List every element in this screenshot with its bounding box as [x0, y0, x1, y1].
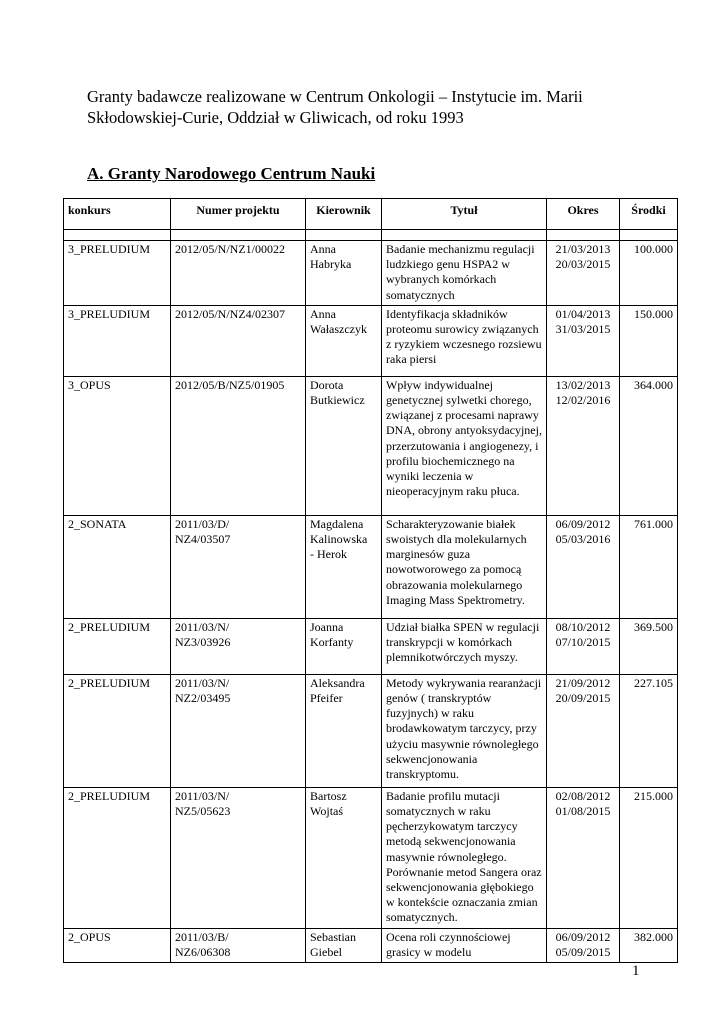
cell-kierownik: Sebastian Giebel [306, 928, 382, 962]
cell-tytul: Scharakteryzowanie białek swoistych dla molekularnych marginesów guza nowotworowego za pomocą obrazowania molekularnego Imaging Mass Spektrometry. [382, 515, 547, 618]
cell-srodki: 364.000 [620, 376, 678, 515]
okres-start: 21/09/2012 [555, 675, 611, 690]
cell-tytul: Badanie mechanizmu regulacji ludzkiego genu HSPA2 w wybranych komórkach somatycznych [382, 241, 547, 306]
table-row [64, 241, 678, 306]
okres-end: 20/09/2015 [555, 691, 611, 706]
cell-kierownik: Anna Habryka [306, 241, 382, 306]
okres-end: 12/02/2016 [555, 393, 611, 408]
cell-okres [547, 787, 620, 928]
okres-start: 06/09/2012 [555, 516, 611, 531]
table-row [64, 928, 678, 962]
okres-end: 20/03/2015 [555, 257, 611, 272]
header-tytul: Tytuł [382, 199, 547, 230]
table-row [64, 674, 678, 787]
cell-tytul: Ocena roli czynnościowej grasicy w modelu [382, 928, 547, 962]
cell-numer-projektu: 2011/03/N/ NZ2/03495 [171, 674, 306, 787]
cell-konkurs: 3_OPUS [64, 376, 171, 515]
cell-tytul: Wpływ indywidualnej genetycznej sylwetki chorego, związanej z procesami naprawy DNA, obrony antyoksydacyjnej, przerzutowania i angiogenezy, i profilu biochemicznego na wyniki leczenia w nieoperacyjnym raku płuca. [382, 376, 547, 515]
cell-konkurs: 3_PRELUDIUM [64, 241, 171, 306]
cell-numer-projektu: 2012/05/N/NZ1/00022 [171, 241, 306, 306]
table-header-row [64, 199, 678, 230]
cell-konkurs: 2_PRELUDIUM [64, 787, 171, 928]
okres-end: 01/08/2015 [555, 804, 611, 819]
okres-end: 31/03/2015 [555, 322, 611, 337]
cell-srodki: 382.000 [620, 928, 678, 962]
okres-end: 05/09/2015 [555, 944, 611, 959]
okres-start: 21/03/2013 [555, 242, 611, 256]
okres-start: 01/04/2013 [555, 306, 611, 321]
cell-srodki: 761.000 [620, 515, 678, 618]
cell-kierownik: Joanna Korfanty [306, 618, 382, 674]
okres-end: 05/03/2016 [555, 532, 611, 547]
cell-konkurs: 2_PRELUDIUM [64, 674, 171, 787]
table-row [64, 376, 678, 515]
document-intro: Granty badawcze realizowane w Centrum Onkologii – Instytucie im. Marii Skłodowskiej-Curie, Oddział w Gliwicach, od roku 1993 [87, 87, 583, 127]
cell-okres [547, 305, 620, 376]
okres-start: 13/02/2013 [555, 377, 611, 392]
cell-srodki: 215.000 [620, 787, 678, 928]
header-numer-projektu: Numer projektu [171, 199, 306, 230]
cell-srodki: 369.500 [620, 618, 678, 674]
cell-okres [547, 515, 620, 618]
header-okres: Okres [547, 199, 620, 230]
cell-okres [547, 618, 620, 674]
okres-start: 06/09/2012 [555, 929, 611, 944]
header-srodki: Środki [620, 199, 678, 230]
cell-tytul: Badanie profilu mutacji somatycznych w raku pęcherzykowatym tarczycy metodą sekwencjonowania masywnie równoległego. Porównanie metod Sangera oraz sekwencjonowania głębokiego w kontekście oznaczania zmian somatycznych. [382, 787, 547, 928]
cell-srodki: 227.105 [620, 674, 678, 787]
cell-srodki: 100.000 [620, 241, 678, 306]
header-konkurs: konkurs [64, 199, 171, 230]
page-number: 1 [632, 963, 640, 979]
cell-kierownik: Magdalena Kalinowska - Herok [306, 515, 382, 618]
cell-konkurs: 2_PRELUDIUM [64, 618, 171, 674]
cell-numer-projektu: 2012/05/B/NZ5/01905 [171, 376, 306, 515]
cell-konkurs: 3_PRELUDIUM [64, 305, 171, 376]
cell-okres [547, 928, 620, 962]
section-heading: A. Granty Narodowego Centrum Nauki [87, 164, 376, 183]
cell-kierownik: Aleksandra Pfeifer [306, 674, 382, 787]
cell-okres [547, 674, 620, 787]
cell-kierownik: Bartosz Wojtaś [306, 787, 382, 928]
okres-start: 08/10/2012 [555, 619, 611, 634]
table-row [64, 515, 678, 618]
cell-numer-projektu: 2011/03/D/ NZ4/03507 [171, 515, 306, 618]
cell-numer-projektu: 2011/03/N/ NZ5/05623 [171, 787, 306, 928]
cell-okres [547, 241, 620, 306]
header-kierownik: Kierownik [306, 199, 382, 230]
cell-numer-projektu: 2011/03/B/ NZ6/06308 [171, 928, 306, 962]
cell-srodki: 150.000 [620, 305, 678, 376]
table-row [64, 618, 678, 674]
cell-konkurs: 2_OPUS [64, 928, 171, 962]
table-spacer-row [64, 230, 678, 241]
table-row [64, 305, 678, 376]
grants-table [63, 198, 678, 963]
okres-end: 07/10/2015 [555, 635, 611, 650]
cell-numer-projektu: 2012/05/N/NZ4/02307 [171, 305, 306, 376]
cell-okres [547, 376, 620, 515]
table-row [64, 787, 678, 928]
cell-tytul: Metody wykrywania rearanżacji genów ( transkryptów fuzyjnych) w raku brodawkowatym tarczycy, przy użyciu masywnie równoległego sekwencjonowania transkryptomu. [382, 674, 547, 787]
cell-kierownik: Dorota Butkiewicz [306, 376, 382, 515]
cell-kierownik: Anna Wałaszczyk [306, 305, 382, 376]
cell-tytul: Udział białka SPEN w regulacji transkrypcji w komórkach plemnikotwórczych myszy. [382, 618, 547, 674]
okres-start: 02/08/2012 [555, 788, 611, 803]
cell-konkurs: 2_SONATA [64, 515, 171, 618]
cell-numer-projektu: 2011/03/N/ NZ3/03926 [171, 618, 306, 674]
cell-tytul: Identyfikacja składników proteomu surowicy związanych z ryzykiem wczesnego rozsiewu raka piersi [382, 305, 547, 376]
